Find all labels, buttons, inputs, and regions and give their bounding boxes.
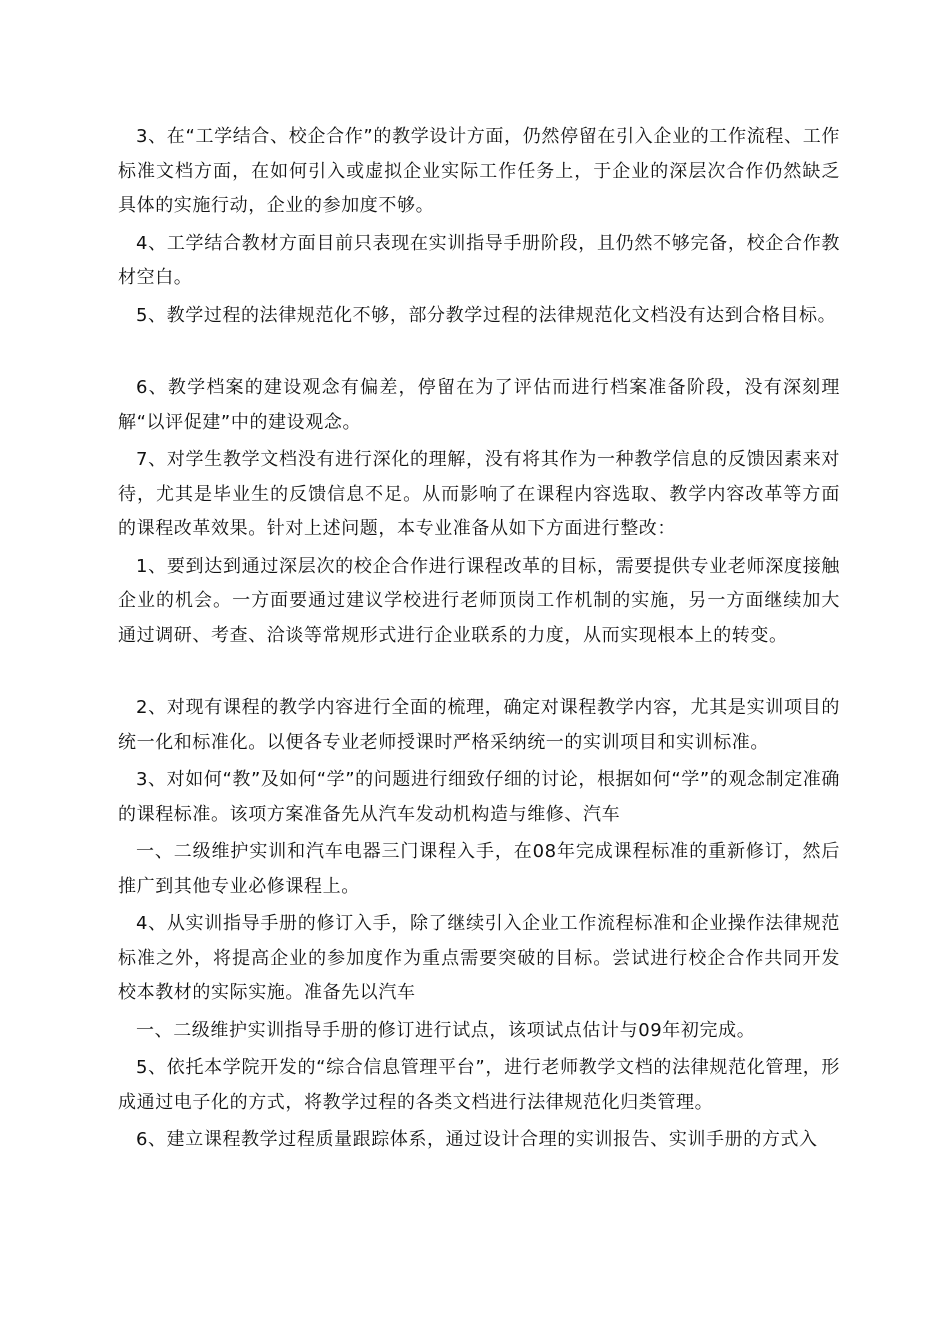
paragraph: 6、建立课程教学过程质量跟踪体系，通过设计合理的实训报告、实训手册的方式入 <box>136 1129 818 1150</box>
document-body <box>118 120 840 1161</box>
paragraph: 一、二级维护实训和汽车电器三门课程入手，在08年完成课程标准的重新修订，然后推广到其他专业必修课程上。 <box>118 841 840 897</box>
paragraph: 3、对如何“教”及如何“学”的问题进行细致仔细的讨论，根据如何“学”的观念制定准确的课程标准。该项方案准备先从汽车发动机构造与维修、汽车 <box>118 769 840 825</box>
paragraph: 一、二级维护实训指导手册的修订进行试点，该项试点估计与09年初完成。 <box>136 1019 756 1041</box>
paragraph: 1、要到达到通过深层次的校企合作进行课程改革的目标，需要提供专业老师深度接触企业的机会。一方面要通过建议学校进行老师顶岗工作机制的实施，另一方面继续加大通过调研、考查、洽谈等常规形式进行企业联系的力度，从而实现根本上的转变。 <box>118 555 840 646</box>
paragraph: 3、在“工学结合、校企合作”的教学设计方面，仍然停留在引入企业的工作流程、工作标准文档方面，在如何引入或虚拟企业实际工作任务上，于企业的深层次合作仍然缺乏具体的实施行动，企业的参加度不够。 <box>118 126 840 216</box>
paragraph: 5、依托本学院开发的“综合信息管理平台”，进行老师教学文档的法律规范化管理，形成通过电子化的方式，将教学过程的各类文档进行法律规范化归类管理。 <box>118 1057 840 1113</box>
paragraph: 2、对现有课程的教学内容进行全面的梳理，确定对课程教学内容，尤其是实训项目的统一化和标准化。以便各专业老师授课时严格采纳统一的实训项目和实训标准。 <box>118 697 840 753</box>
paragraph: 7、对学生教学文档没有进行深化的理解，没有将其作为一种教学信息的反馈因素来对待，尤其是毕业生的反馈信息不足。从而影响了在课程内容选取、教学内容改革等方面的课程改革效果。针对上述问题，本专业准备从如下方面进行整改： <box>118 449 840 539</box>
paragraph: 5、教学过程的法律规范化不够，部分教学过程的法律规范化文档没有达到合格目标。 <box>136 304 837 326</box>
paragraph: 6、教学档案的建设观念有偏差，停留在为了评估而进行档案准备阶段，没有深刻理解“以评促建”中的建设观念。 <box>118 377 840 433</box>
paragraph: 4、工学结合教材方面目前只表现在实训指导手册阶段，且仍然不够完备，校企合作教材空白。 <box>118 232 840 288</box>
paragraph: 4、从实训指导手册的修订入手，除了继续引入企业工作流程标准和企业操作法律规范标准之外，将提高企业的参加度作为重点需要突破的目标。尝试进行校企合作共同开发校本教材的实际实施。准备先以汽车 <box>118 913 840 1003</box>
